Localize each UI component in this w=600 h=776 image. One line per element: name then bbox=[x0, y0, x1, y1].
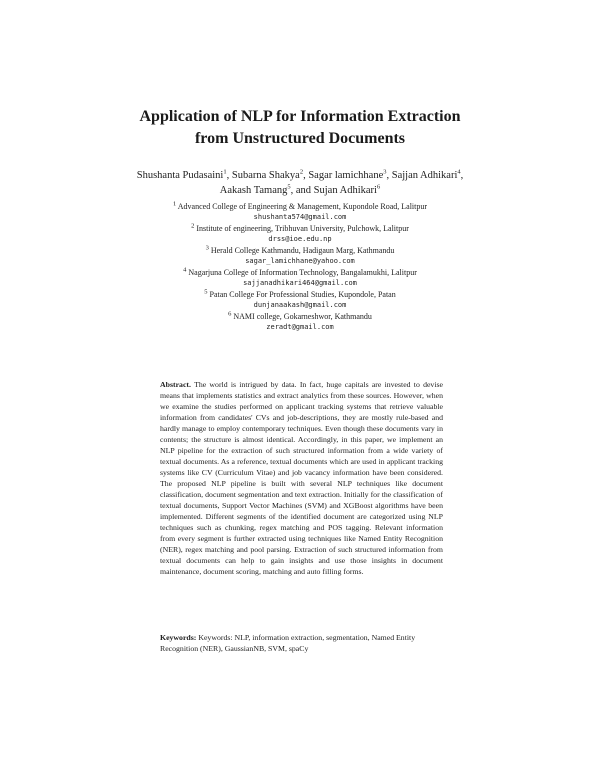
abstract-text: The world is intrigued by data. In fact, huge capitals are invested to devise means that implements statistics and extract analytics from these sources. However, when we examine the studies performed on applicant tracking systems that retrieve valuable information from candidates' CVs and job-descriptions, they are mostly rule-based and hardly manage to employ contemporary techniques. Even though these documents vary in contents; the structure is almost identical. Accordingly, in this paper, we implement an NLP pipeline for the extraction of such structured information from a wide variety of textual documents. As a reference, textual documents which are used in applicant tracking systems like CV (Curriculum Vitae) and job vacancy information have been considered. The proposed NLP pipeline is built with several NLP techniques like document classification, document segmentation and text extraction. Initially for the classification of textual documents, Support Vector Machines (SVM) and XGBoost algorithms have been implemented. Different segments of the identified document are categorized using NLP techniques such as chunking, regex matching and POS tagging. Relevant information from every segment is further extracted using techniques like Named Entity Recognition (NER), regex matching and pool parsing. Extraction of such structured information from textual documents can help to gain insights and use those insights in document maintenance, document scoring, matching and auto filling forms. bbox=[160, 380, 443, 576]
affiliation-email[interactable]: drss@ioe.edu.np bbox=[268, 235, 332, 243]
affiliation-item bbox=[110, 245, 490, 267]
author-name: Sagar lamichhane bbox=[308, 170, 384, 181]
author-affiliation-mark: 6 bbox=[376, 183, 381, 191]
author-affiliation-mark: 5 bbox=[287, 183, 291, 191]
affiliation-name: Advanced College of Engineering & Management, Kupondole Road, Lalitpur bbox=[177, 202, 428, 211]
paper-title bbox=[90, 106, 510, 150]
affiliation-number: 3 bbox=[205, 244, 209, 252]
affiliation-item bbox=[110, 289, 490, 311]
author-affiliation-mark: 1 bbox=[223, 168, 227, 176]
affiliation-name: Nagarjuna College of Information Technology, Bangalamukhi, Lalitpur bbox=[188, 268, 417, 277]
author-conjunction: and bbox=[295, 185, 312, 196]
affiliation-email[interactable]: sajjanadhikari464@gmail.com bbox=[243, 279, 357, 287]
author-affiliation-mark: 2 bbox=[299, 168, 304, 176]
author-line-2: Aakash Tamang$^5$, and Sujan Adhikari$^6$ bbox=[219, 183, 381, 196]
author-name: Sujan Adhikari bbox=[313, 185, 377, 196]
author-line-1: Shushanta Pudasaini$^1$, Subarna Shakya$^2$, Sagar lamichhane$^3$, Sajjan Adhikari$^4$, bbox=[136, 168, 464, 181]
affiliation-item bbox=[110, 223, 490, 245]
keywords-label: Keywords: bbox=[160, 633, 197, 642]
affiliation-number: 2 bbox=[191, 222, 195, 230]
affiliation-item bbox=[110, 201, 490, 223]
affiliation-list bbox=[110, 201, 490, 333]
affiliation-email[interactable]: shushanta574@gmail.com bbox=[253, 213, 347, 221]
affiliation-number: 6 bbox=[228, 310, 232, 318]
author-list bbox=[95, 168, 505, 198]
affiliation-number: 5 bbox=[204, 288, 208, 296]
author-name: Subarna Shakya bbox=[231, 170, 300, 181]
author-affiliation-mark: 3 bbox=[383, 168, 387, 176]
affiliation-number: 1 bbox=[172, 200, 177, 208]
affiliation-email[interactable]: dunjanaakash@gmail.com bbox=[253, 301, 347, 309]
keywords bbox=[160, 632, 443, 654]
title-line-2: from Unstructured Documents bbox=[194, 130, 406, 147]
author-name: Aakash Tamang bbox=[219, 185, 288, 196]
abstract bbox=[160, 379, 443, 577]
author-name: Sajjan Adhikari bbox=[391, 170, 458, 181]
affiliation-email[interactable]: sagar_lamichhane@yahoo.com bbox=[245, 257, 355, 265]
affiliation-number: 4 bbox=[183, 266, 187, 274]
keywords-text: Keywords: NLP, information extraction, segmentation, Named Entity Recognition (NER), GaussianNB, SVM, spaCy bbox=[160, 633, 416, 653]
author-affiliation-mark: 4 bbox=[457, 168, 461, 176]
affiliation-item bbox=[110, 267, 490, 289]
title-line-1: Application of NLP for Information Extraction bbox=[139, 108, 461, 125]
affiliation-name: Patan College For Professional Studies, Kupondole, Patan bbox=[209, 290, 396, 299]
affiliation-item bbox=[110, 311, 490, 333]
author-name: Shushanta Pudasaini bbox=[136, 170, 224, 181]
affiliation-email[interactable]: zeradt@gmail.com bbox=[266, 323, 334, 331]
affiliation-name: Herald College Kathmandu, Hadigaun Marg, Kathmandu bbox=[210, 246, 395, 255]
abstract-label: Abstract. bbox=[160, 380, 191, 389]
affiliation-name: Institute of engineering, Tribhuvan University, Pulchowk, Lalitpur bbox=[196, 224, 409, 233]
affiliation-name: NAMI college, Gokarneshwor, Kathmandu bbox=[233, 312, 372, 321]
